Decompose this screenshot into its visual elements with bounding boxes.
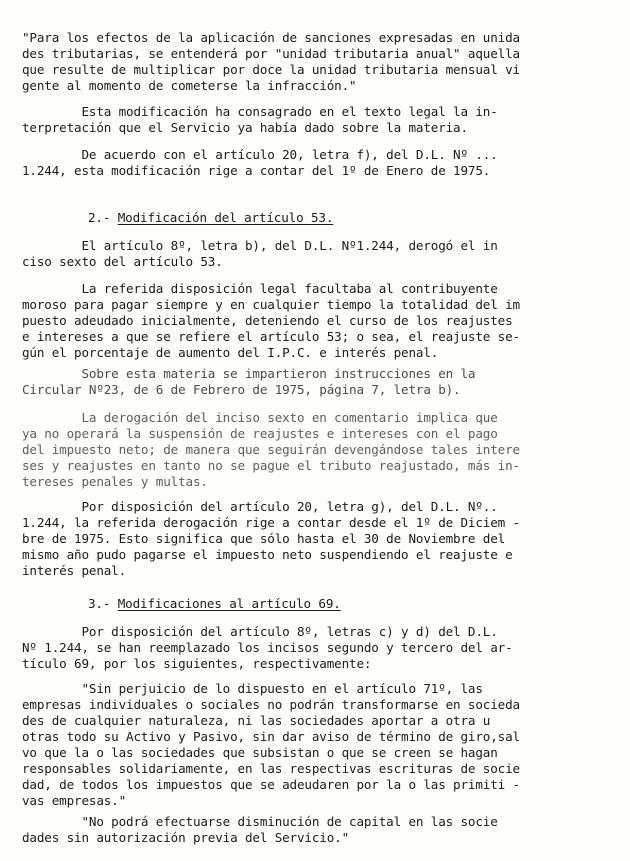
- section-number: 3.-: [88, 596, 111, 611]
- paragraph-line: 1.244, esta modificación rige a contar del 1º de Enero de 1975.: [22, 163, 491, 178]
- paragraph-line: ciso sexto del artículo 53.: [22, 254, 223, 269]
- paragraph-line: Sobre esta materia se impartieron instrucciones en la: [22, 366, 476, 381]
- paragraph-line: De acuerdo con el artículo 20, letra f), del D.L. Nº ...: [22, 147, 498, 162]
- quote-line: que resulte de multiplicar por doce la unidad tributaria mensual vi: [22, 62, 520, 77]
- paragraph-line: e intereses a que se refiere el artículo 53; o sea, el reajuste se-: [22, 329, 520, 344]
- quote-line: vas empresas.": [22, 793, 127, 808]
- quote-line: empresas individuales o sociales no podrán transformarse en socieda: [22, 697, 520, 712]
- paragraph-line: del impuesto neto; de manera que seguirán devengándose tales intere: [22, 442, 520, 457]
- paragraph-line: interés penal.: [22, 563, 127, 578]
- paragraph-line: mismo año pudo pagarse el impuesto neto suspendiendo el reajuste e: [22, 547, 513, 562]
- paragraph-line: bre de 1975. Esto significa que sólo hasta el 30 de Noviembre del: [22, 531, 506, 546]
- paragraph-line: terpretación que el Servicio ya había dado sobre la materia.: [22, 120, 468, 135]
- paragraph-line: 1.244, la referida derogación rige a contar desde el 1º de Diciem -: [22, 515, 520, 530]
- section-number: 2.-: [88, 210, 111, 225]
- quote-line: dad, de todos los impuestos que se adeudaren por la o las primiti -: [22, 777, 520, 792]
- section-title: Modificación del artículo 53.: [117, 210, 334, 225]
- quote-line: des tributarias, se entenderá por "unidad tributaria anual" aquella: [22, 46, 520, 61]
- paragraph-line: tereses penales y multas.: [22, 474, 208, 489]
- quote-line: dades sin autorización previa del Servicio.": [22, 830, 350, 845]
- quote-line: gente al momento de cometerse la infracción.": [22, 78, 357, 93]
- paragraph-line: Por disposición del artículo 8º, letras c) y d) del D.L.: [22, 624, 498, 639]
- quote-line: vo que la o las sociedades que subsistan o que se creen se hagan: [22, 745, 498, 760]
- paragraph-line: Nº 1.244, se han reemplazado los incisos segundo y tercero del ar-: [22, 640, 513, 655]
- paragraph-line: Circular Nº23, de 6 de Febrero de 1975, página 7, letra b).: [22, 382, 461, 397]
- section-heading: [88, 596, 341, 612]
- quote-line: otras todo su Activo y Pasivo, sin dar aviso de término de giro,sal: [22, 729, 520, 744]
- paragraph-line: gún el porcentaje de aumento del I.P.C. e interés penal.: [22, 345, 439, 360]
- paragraph-line: La referida disposición legal facultaba al contribuyente: [22, 281, 498, 296]
- section-heading: [88, 210, 333, 226]
- paragraph-line: puesto adeudado inicialmente, deteniendo el curso de los reajustes: [22, 313, 513, 328]
- paragraph-line: ya no operará la suspensión de reajustes e intereses con el pago: [22, 426, 498, 441]
- paragraph-line: Esta modificación ha consagrado en el texto legal la in-: [22, 104, 498, 119]
- paragraph-line: ses y reajustes en tanto no se pague el tributo reajustado, más in-: [22, 458, 520, 473]
- quote-line: des de cualquier naturaleza, ni las sociedades aportar a otra u: [22, 713, 491, 728]
- quote-line: "No podrá efectuarse disminución de capital en las socie: [22, 814, 498, 829]
- quote-line: "Sin perjuicio de lo dispuesto en el artículo 71º, las: [22, 681, 483, 696]
- paragraph-line: La derogación del inciso sexto en comentario implica que: [22, 410, 498, 425]
- quote-line: responsables solidariamente, en las respectivas escrituras de socie: [22, 761, 520, 776]
- paragraph-line: Por disposición del artículo 20, letra g), del D.L. Nº..: [22, 499, 498, 514]
- paragraph-line: tículo 69, por los siguientes, respectivamente:: [22, 656, 372, 671]
- paragraph-line: moroso para pagar siempre y en cualquier tiempo la totalidad del im: [22, 297, 520, 312]
- paragraph-line: El artículo 8º, letra b), del D.L. Nº1.244, derogó el in: [22, 238, 498, 253]
- section-title: Modificaciones al artículo 69.: [117, 596, 341, 611]
- quote-line: "Para los efectos de la aplicación de sanciones expresadas en unida: [22, 30, 520, 45]
